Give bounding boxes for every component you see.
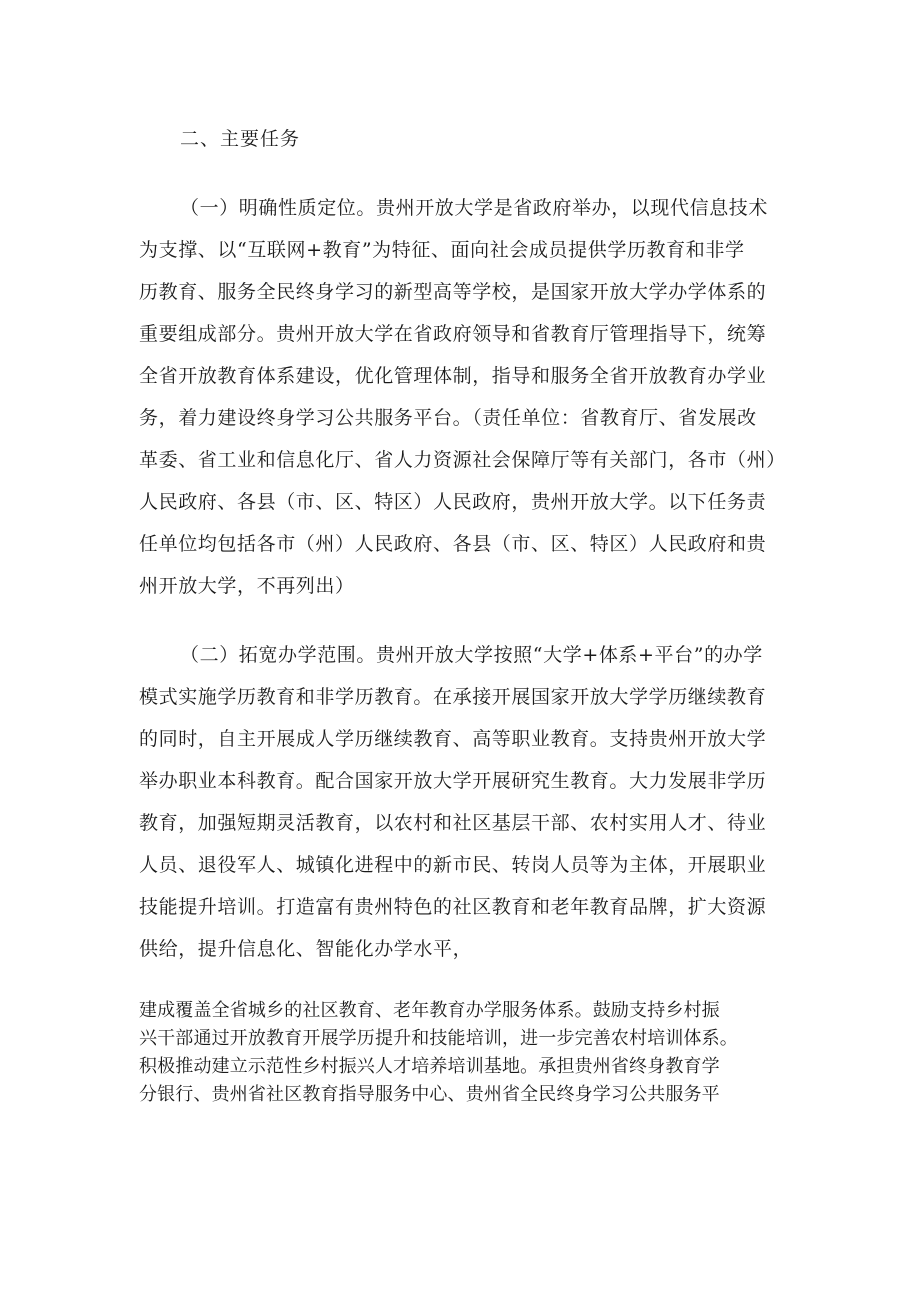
paragraph-line: 积极推动建立示范性乡村振兴人才培养培训基地。承担贵州省终身教育学	[139, 1056, 720, 1077]
paragraph-line: 供给，提升信息化、智能化办学水平，	[139, 938, 473, 960]
paragraph-line: 兴干部通过开放教育开展学历提升和技能培训，进一步完善农村培训体系。	[139, 1028, 738, 1049]
paragraph-line: 举办职业本科教育。配合国家开放大学开展研究生教育。大力发展非学历	[139, 770, 767, 792]
paragraph-line: 的同时，自主开展成人学历继续教育、高等职业教育。支持贵州开放大学	[139, 728, 767, 750]
paragraph-line: （二）拓宽办学范围。贵州开放大学按照“大学+体系+平台”的办学	[180, 644, 763, 666]
paragraph-line: 任单位均包括各市（州）人民政府、各县（市、区、特区）人民政府和贵	[139, 533, 767, 555]
paragraph-line: 人员、退役军人、城镇化进程中的新市民、转岗人员等为主体，开展职业	[139, 854, 767, 876]
section-heading: 二、主要任务	[180, 128, 301, 150]
paragraph-line: 分银行、贵州省社区教育指导服务中心、贵州省全民终身学习公共服务平	[139, 1084, 720, 1105]
paragraph-line: 革委、省工业和信息化厅、省人力资源社会保障厅等有关部门，各市（州）	[139, 449, 786, 471]
paragraph-line: 州开放大学，不再列出）	[139, 575, 355, 597]
paragraph-line: 全省开放教育体系建设，优化管理体制，指导和服务全省开放教育办学业	[139, 365, 767, 387]
paragraph-line: 人民政府、各县（市、区、特区）人民政府，贵州开放大学。以下任务责	[139, 491, 767, 513]
paragraph-line: 模式实施学历教育和非学历教育。在承接开展国家开放大学学历继续教育	[139, 686, 767, 708]
paragraph-line: （一）明确性质定位。贵州开放大学是省政府举办，以现代信息技术	[180, 197, 769, 219]
paragraph-line: 务，着力建设终身学习公共服务平台。（责任单位：省教育厅、省发展改	[139, 407, 757, 429]
paragraph-line: 技能提升培训。打造富有贵州特色的社区教育和老年教育品牌，扩大资源	[139, 896, 767, 918]
paragraph-line: 建成覆盖全省城乡的社区教育、老年教育办学服务体系。鼓励支持乡村振	[139, 1000, 720, 1021]
paragraph-line: 教育，加强短期灵活教育，以农村和社区基层干部、农村实用人才、待业	[139, 812, 767, 834]
paragraph-line: 重要组成部分。贵州开放大学在省政府领导和省教育厅管理指导下，统筹	[139, 323, 767, 345]
paragraph-line: 为支撑、以“互联网+教育”为特征、面向社会成员提供学历教育和非学	[139, 239, 745, 261]
paragraph-line: 历教育、服务全民终身学习的新型高等学校，是国家开放大学办学体系的	[139, 281, 767, 303]
